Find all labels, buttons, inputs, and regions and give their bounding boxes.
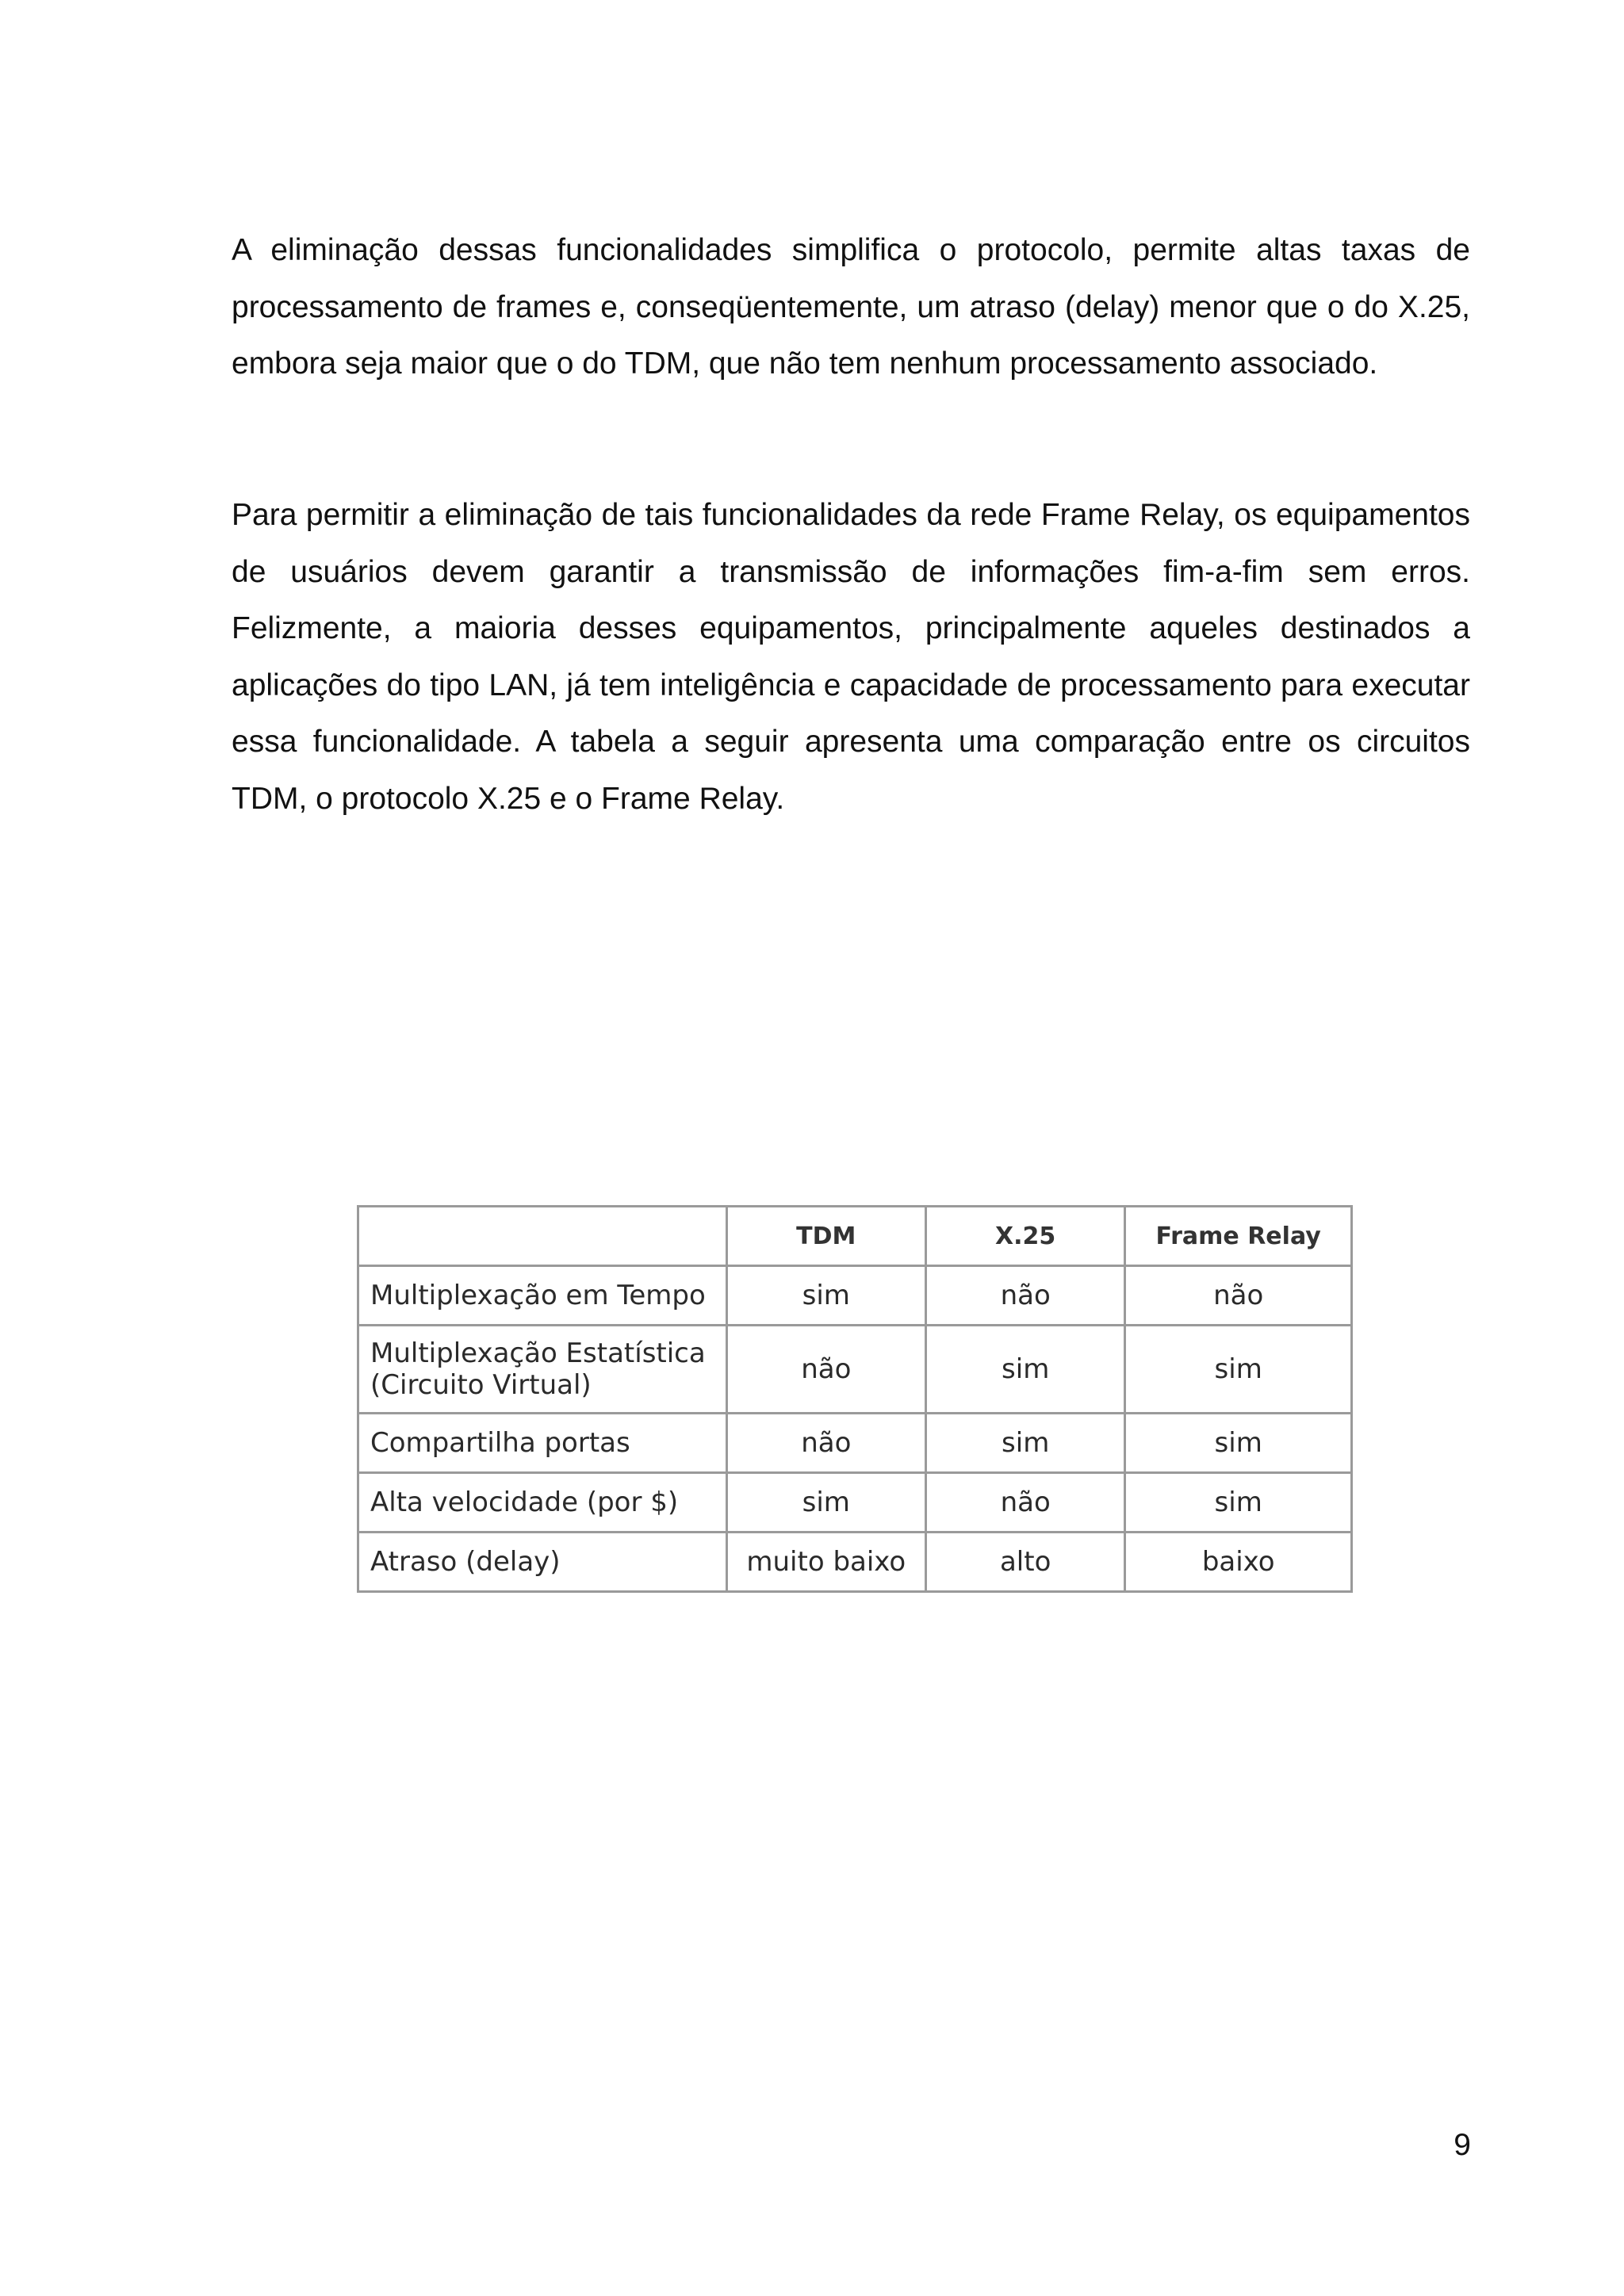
paragraph: A eliminação dessas funcionalidades simplifica o protocolo, permite altas taxas de processamento de frames e, conseqüentemente, um atraso (delay) menor que o do X.25, embora seja maior que o do TDM, que não tem nenhum processamento associado.	[232, 233, 1470, 381]
table-row	[358, 1533, 1352, 1592]
table-row	[358, 1326, 1352, 1414]
table-cell: sim	[726, 1266, 925, 1326]
table-header-cell: X.25	[925, 1207, 1124, 1266]
table-cell: não	[1125, 1266, 1352, 1326]
table-cell: muito baixo	[726, 1533, 925, 1592]
table-cell: sim	[1125, 1414, 1352, 1473]
table-header-row	[358, 1207, 1352, 1266]
row-label: Multiplexação em Tempo	[358, 1266, 727, 1326]
table-row	[358, 1414, 1352, 1473]
table-header-cell: Frame Relay	[1125, 1207, 1352, 1266]
row-label-line: Multiplexação Estatística	[370, 1337, 706, 1369]
comparison-table	[357, 1205, 1353, 1593]
table-cell: sim	[925, 1326, 1124, 1414]
table-cell: sim	[925, 1414, 1124, 1473]
table-row	[358, 1473, 1352, 1533]
table-cell: baixo	[1125, 1533, 1352, 1592]
table-header-cell	[358, 1207, 727, 1266]
table-header-cell: TDM	[726, 1207, 925, 1266]
table-cell: não	[726, 1326, 925, 1414]
comparison-table-container	[357, 1205, 1353, 1593]
table-cell: sim	[1125, 1326, 1352, 1414]
row-label: Atraso (delay)	[358, 1533, 727, 1592]
page-number: 9	[1454, 2128, 1471, 2162]
row-label	[358, 1326, 727, 1414]
table-cell: alto	[925, 1533, 1124, 1592]
table-cell: não	[726, 1414, 925, 1473]
row-label-line: (Circuito Virtual)	[370, 1369, 592, 1401]
row-label: Compartilha portas	[358, 1414, 727, 1473]
table-row	[358, 1266, 1352, 1326]
table-cell: sim	[726, 1473, 925, 1533]
row-label: Alta velocidade (por $)	[358, 1473, 727, 1533]
table-cell: não	[925, 1266, 1124, 1326]
table-cell: não	[925, 1473, 1124, 1533]
table-cell: sim	[1125, 1473, 1352, 1533]
paragraph: Para permitir a eliminação de tais funcionalidades da rede Frame Relay, os equipamentos de usuários devem garantir a transmissão de informações fim-a-fim sem erros. Felizmente, a maioria desses equipamentos, principalmente aqueles destinados a aplicações do tipo LAN, já tem inteligência e capacidade de processamento para executar essa funcionalidade. A tabela a seguir apresenta uma comparação entre os circuitos TDM, o protocolo X.25 e o Frame Relay.	[232, 498, 1470, 816]
